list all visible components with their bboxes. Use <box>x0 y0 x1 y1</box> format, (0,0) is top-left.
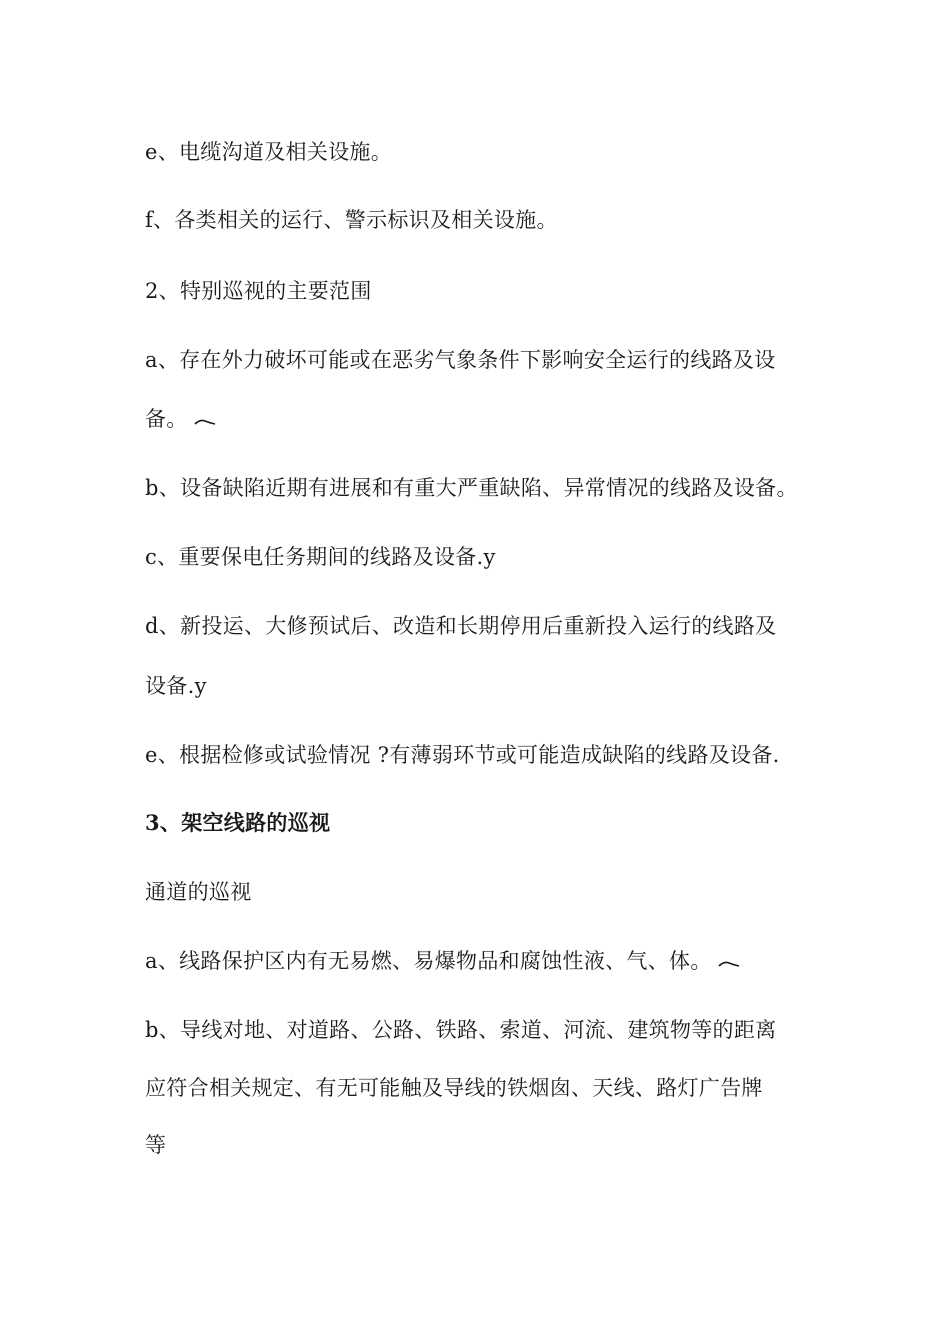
text-line-flammables: a、线路保护区内有无易燃、易爆物品和腐蚀性液、气、体。 <box>145 949 712 973</box>
text-line-clearance-end: 等 <box>145 1133 167 1157</box>
text-line-weak-links: e、根据检修或试验情况 ?有薄弱环节或可能造成缺陷的线路及设备. <box>145 743 780 767</box>
section-heading-overhead-line: 3、架空线路的巡视 <box>145 810 331 835</box>
text-line-defects: b、设备缺陷近期有进展和有重大严重缺陷、异常情况的线路及设备。 <box>145 476 798 500</box>
subheading-channel-patrol: 通道的巡视 <box>145 880 252 904</box>
text-line-equipment: 备。 <box>145 407 188 431</box>
text-line-external-damage-cont <box>145 405 216 433</box>
text-line-power-protection: c、重要保电任务期间的线路及设备.y <box>145 545 496 569</box>
text-line-new-commissioned: d、新投运、大修预试后、改造和长期停用后重新投入运行的线路及 <box>145 614 777 638</box>
scribble-mark <box>194 416 216 426</box>
section-heading-special-patrol: 2、特别巡视的主要范围 <box>145 279 372 303</box>
text-line-clearance-cont: 应符合相关规定、有无可能触及导线的铁烟囱、天线、路灯广告牌 <box>145 1076 763 1100</box>
text-line-clearance: b、导线对地、对道路、公路、铁路、索道、河流、建筑物等的距离 <box>145 1018 777 1042</box>
text-line-cable-trench: e、电缆沟道及相关设施。 <box>145 140 393 164</box>
scribble-mark <box>718 958 740 968</box>
text-line-signage: f、各类相关的运行、警示标识及相关设施。 <box>145 208 558 232</box>
text-line-external-damage: a、存在外力破坏可能或在恶劣气象条件下影响安全运行的线路及设 <box>145 348 776 372</box>
text-line-flammables-cont <box>145 947 740 975</box>
text-line-new-commissioned-cont: 设备.y <box>145 674 207 698</box>
